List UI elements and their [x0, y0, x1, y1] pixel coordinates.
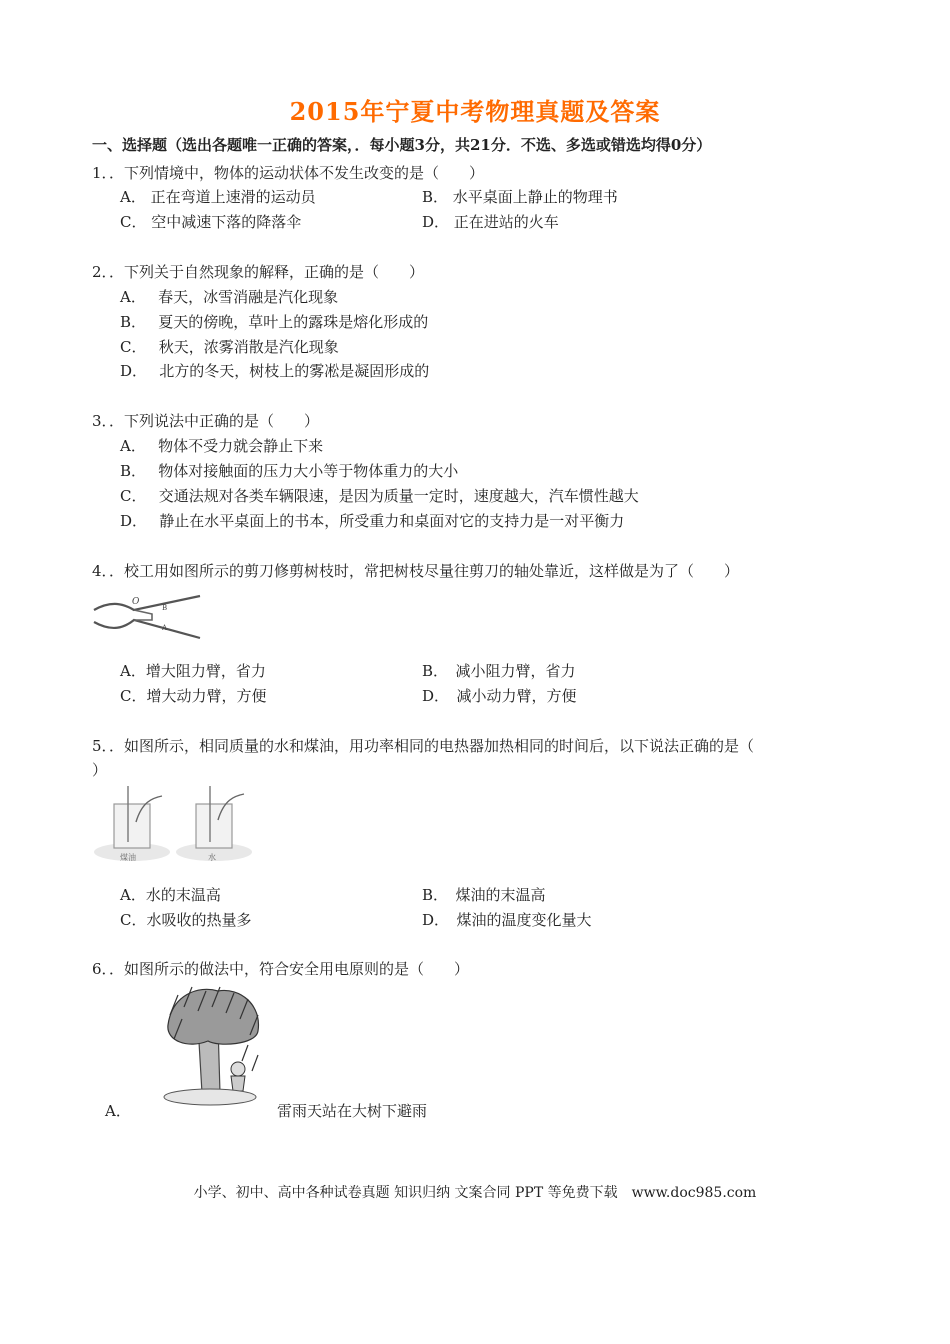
- svg-text:O: O: [132, 597, 140, 607]
- question-2-stem: 2．．下列关于自然现象的解释，正确的是（ ）: [92, 263, 425, 281]
- question-2-option-b: B． 夏天的傍晚，草叶上的露珠是熔化形成的: [120, 313, 429, 331]
- question-5-option-d: D． 煤油的温度变化量大: [422, 911, 592, 929]
- question-3-stem: 3．．下列说法中正确的是（ ）: [92, 412, 320, 430]
- question-3-option-b: B． 物体对接触面的压力大小等于物体重力的大小: [120, 462, 459, 480]
- question-2-option-d: D． 北方的冬天，树枝上的雾凇是凝固形成的: [120, 362, 430, 380]
- question-4-option-c: C．增大动力臂，方便: [120, 687, 267, 705]
- question-1-option-a: A． 正在弯道上速滑的运动员: [120, 188, 316, 206]
- question-5-stem-cont: ）: [92, 761, 108, 779]
- question-6-option-a-letter: A．: [105, 1102, 131, 1120]
- page-footer: 小学、初中、高中各种试卷真题 知识归纳 文案合同 PPT 等免费下载 www.doc985.com: [193, 1185, 757, 1201]
- question-3-option-d: D． 静止在水平桌面上的书本，所受重力和桌面对它的支持力是一对平衡力: [120, 512, 625, 530]
- tree-in-storm-figure: [158, 985, 270, 1110]
- water-label: 水: [208, 853, 216, 862]
- question-6-option-a-text: 雷雨天站在大树下避雨: [277, 1102, 428, 1120]
- question-2-option-c: C． 秋天，浓雾消散是汽化现象: [120, 338, 339, 356]
- question-1-option-b: B． 水平桌面上静止的物理书: [422, 188, 618, 206]
- question-1-option-d: D． 正在进站的火车: [422, 213, 559, 231]
- question-5-stem: 5．．如图所示，相同质量的水和煤油，用功率相同的电热器加热相同的时间后，以下说法正确的是（: [92, 737, 755, 755]
- question-1-option-c: C． 空中减速下落的降落伞: [120, 213, 302, 231]
- page-title: 2015年宁夏中考物理真题及答案: [289, 97, 661, 126]
- question-5-option-c: C．水吸收的热量多: [120, 911, 252, 929]
- question-4-option-a: A．增大阻力臂，省力: [120, 662, 266, 680]
- question-6-stem: 6．．如图所示的做法中，符合安全用电原则的是（ ）: [92, 960, 470, 978]
- question-3-option-c: C． 交通法规对各类车辆限速，是因为质量一定时，速度越大，汽车惯性越大: [120, 487, 639, 505]
- question-1-stem: 1．．下列情境中，物体的运动状体不发生改变的是（ ）: [92, 164, 485, 182]
- scissors-figure: [92, 592, 204, 642]
- question-4-stem: 4．．校工用如图所示的剪刀修剪树枝时，常把树枝尽量往剪刀的轴处靠近，这样做是为了（ ）: [92, 562, 740, 580]
- question-2-option-a: A． 春天，冰雪消融是汽化现象: [120, 288, 339, 306]
- question-4-option-d: D． 减小动力臂，方便: [422, 687, 577, 705]
- beakers-figure: [92, 782, 257, 864]
- question-3-option-a: A． 物体不受力就会静止下来: [120, 437, 324, 455]
- svg-text:A: A: [162, 624, 168, 632]
- question-4-option-b: B． 减小阻力臂，省力: [422, 662, 576, 680]
- section-heading: 一、选择题（选出各题唯一正确的答案，．每小题3分，共21分．不选、多选或错选均得0分）: [92, 136, 712, 154]
- question-5-option-b: B． 煤油的末温高: [422, 886, 546, 904]
- question-5-option-a: A．水的末温高: [120, 886, 221, 904]
- kerosene-label: 煤油: [120, 853, 136, 862]
- svg-text:B: B: [162, 604, 168, 612]
